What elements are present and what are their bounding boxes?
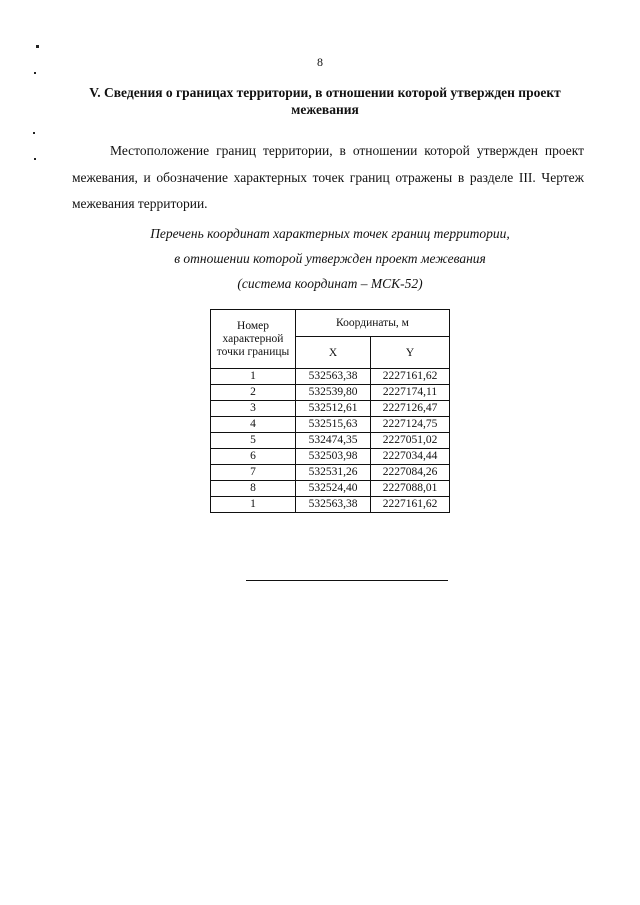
cell-y: 2227051,02: [371, 433, 450, 449]
cell-point-number: 6: [211, 449, 296, 465]
cell-y: 2227126,47: [371, 401, 450, 417]
cell-point-number: 1: [211, 369, 296, 385]
cell-y: 2227161,62: [371, 497, 450, 513]
table-caption-line-2: в отношении которой утвержден проект межевания: [174, 251, 486, 266]
cell-x: 532515,63: [296, 417, 371, 433]
body-paragraph: Местоположение границ территории, в отношении которой утвержден проект межевания, и обозначение характерных точек границ отражены в разделе III. Чертеж межевания территории.: [72, 143, 584, 211]
cell-point-number: 8: [211, 481, 296, 497]
cell-y: 2227124,75: [371, 417, 450, 433]
cell-x: 532563,38: [296, 497, 371, 513]
cell-y: 2227174,11: [371, 385, 450, 401]
cell-point-number: 4: [211, 417, 296, 433]
cell-x: 532474,35: [296, 433, 371, 449]
table-caption-line-3: (система координат – МСК-52): [237, 276, 423, 291]
cell-point-number: 3: [211, 401, 296, 417]
table-row: [211, 401, 450, 417]
scan-dot: [34, 158, 36, 160]
cell-point-number: 2: [211, 385, 296, 401]
cell-y: 2227034,44: [371, 449, 450, 465]
cell-y: 2227088,01: [371, 481, 450, 497]
cell-x: 532539,80: [296, 385, 371, 401]
header-point-number: Номер характерной точки границы: [211, 310, 296, 369]
page-number: 8: [317, 55, 323, 69]
cell-x: 532563,38: [296, 369, 371, 385]
coordinates-table: [210, 309, 450, 513]
cell-x: 532531,26: [296, 465, 371, 481]
scan-dot: [33, 132, 35, 134]
cell-y: 2227084,26: [371, 465, 450, 481]
cell-x: 532503,98: [296, 449, 371, 465]
cell-point-number: 1: [211, 497, 296, 513]
cell-point-number: 5: [211, 433, 296, 449]
header-coordinates: Координаты, м: [296, 310, 450, 337]
table-row: [211, 481, 450, 497]
table-row: [211, 433, 450, 449]
header-x: X: [296, 337, 371, 369]
cell-point-number: 7: [211, 465, 296, 481]
header-y: Y: [371, 337, 450, 369]
table-row: [211, 369, 450, 385]
cell-x: 532524,40: [296, 481, 371, 497]
table-row: [211, 417, 450, 433]
table-row: [211, 497, 450, 513]
scan-dot: [36, 45, 39, 48]
table-row: [211, 465, 450, 481]
table-row: [211, 385, 450, 401]
footer-divider: [246, 580, 448, 581]
cell-y: 2227161,62: [371, 369, 450, 385]
cell-x: 532512,61: [296, 401, 371, 417]
scan-dot: [34, 72, 36, 74]
table-row: [211, 449, 450, 465]
coordinates-table-body: [211, 369, 450, 513]
section-title: V. Сведения о границах территории, в отношении которой утвержден проект межевания: [89, 85, 561, 117]
table-caption-line-1: Перечень координат характерных точек границ территории,: [150, 226, 510, 241]
